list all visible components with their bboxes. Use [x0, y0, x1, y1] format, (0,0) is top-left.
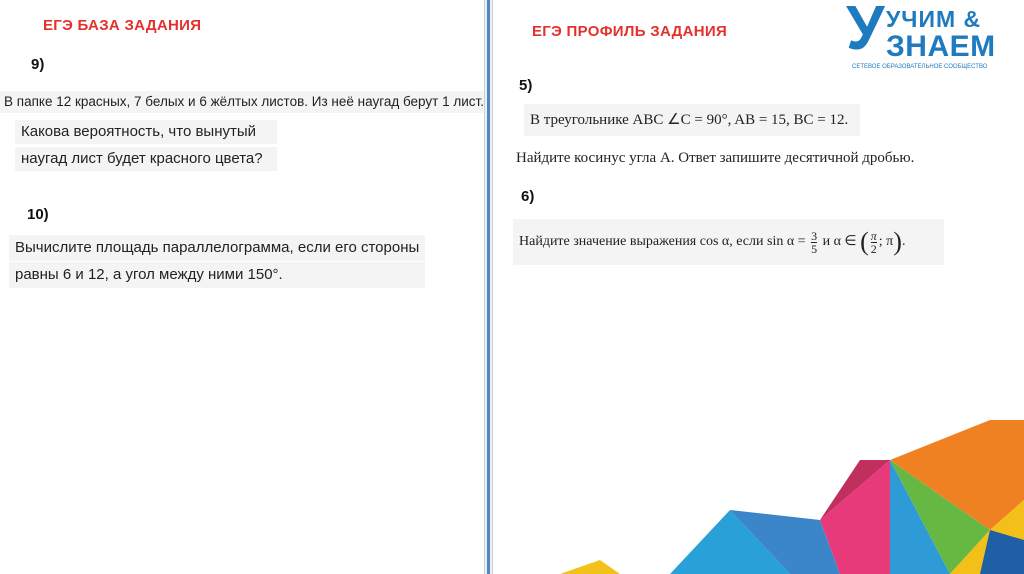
logo-line-1: УЧИМ & — [886, 6, 982, 32]
logo — [846, 0, 1006, 76]
sin-denominator: 5 — [811, 241, 818, 256]
task-9-line-2: Какова вероятность, что вынутый — [15, 120, 277, 144]
task-9-number: 9) — [31, 56, 45, 73]
yellow-triangle-left — [560, 560, 620, 574]
sin-numerator: 3 — [811, 228, 818, 243]
task-6-prefix: Найдите значение выражения cos α, если sin α = — [519, 234, 806, 250]
left-heading: ЕГЭ БАЗА ЗАДАНИЯ — [43, 17, 202, 34]
task-6-mid: и α ∈ — [822, 234, 857, 250]
decorative-triangles — [560, 420, 1024, 574]
task-6-end: . — [901, 234, 906, 250]
task-9-line-1: В папке 12 красных, 7 белых и 6 жёлтых листов. Из неё наугад берут 1 лист. — [0, 91, 486, 113]
logo-tagline: СЕТЕВОЕ ОБРАЗОВАТЕЛЬНОЕ СООБЩЕСТВО — [852, 64, 988, 70]
task-5-number: 5) — [519, 77, 533, 94]
task-10-line-2: равны 6 и 12, а угол между ними 150°. — [9, 262, 425, 288]
task-9-line-3: наугад лист будет красного цвета? — [15, 147, 277, 171]
sin-fraction — [811, 230, 817, 255]
task-10-line-1: Вычислите площадь параллелограмма, если его стороны — [9, 235, 425, 261]
task-6-suffix: ; π — [878, 234, 894, 250]
logo-big-u: У — [846, 0, 885, 63]
logo-line-2: ЗНАЕМ — [886, 30, 996, 63]
right-heading: ЕГЭ ПРОФИЛЬ ЗАДАНИЯ — [532, 23, 728, 40]
task-5-line-2: Найдите косинус угла A. Ответ запишите десятичной дробью. — [510, 146, 920, 170]
task-5-line-1: В треугольнике ABC ∠C = 90°, AB = 15, BC = 12. — [524, 104, 860, 136]
task-6-line — [513, 219, 944, 265]
task-10-number: 10) — [27, 206, 49, 223]
right-paren: ) — [893, 227, 902, 256]
pi-fraction — [871, 230, 877, 255]
left-paren: ( — [860, 227, 869, 256]
pi-denominator: 2 — [870, 241, 877, 256]
task-6-number: 6) — [521, 188, 535, 205]
pi-numerator: π — [870, 228, 877, 243]
column-divider-line — [487, 0, 490, 574]
